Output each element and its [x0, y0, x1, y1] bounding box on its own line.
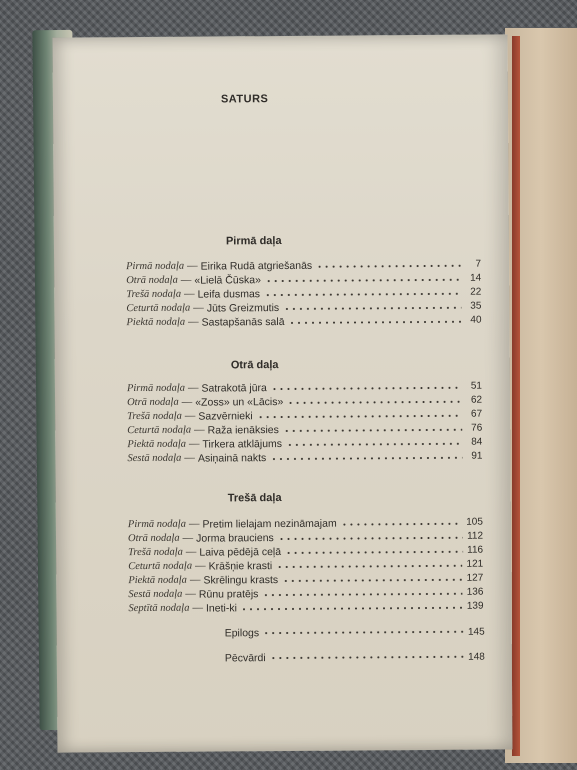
toc-row: Otrā nodaļa — Jorma brauciens 112 [127, 530, 484, 545]
chapter-label: Otrā nodaļa [127, 396, 179, 409]
chapter-label: Piektā nodaļa [128, 574, 187, 587]
chapter-label: Pirmā nodaļa [127, 518, 186, 531]
toc-row: Sestā nodaļa — Rūnu pratējs 136 [128, 586, 484, 601]
glossary-title: Pēcvārdi [224, 652, 266, 665]
glossary-page: 148 [468, 651, 485, 663]
leader-dots [270, 455, 462, 462]
epilogue-page: 145 [467, 626, 485, 638]
chapter-label: Otrā nodaļa [126, 274, 178, 287]
chapter-label: Trešā nodaļa [128, 546, 183, 559]
chapter-title: «Zoss» un «Lācis» [195, 395, 284, 409]
page-number: 121 [466, 558, 484, 570]
chapter-label: Ceturtā nodaļa [127, 424, 192, 437]
chapter-label: Trešā nodaļa [126, 288, 182, 301]
chapter-title: Tirkera atklājums [202, 438, 283, 451]
toc-row: Otrā nodaļa — «Zoss» un «Lācis» 62 [127, 394, 483, 409]
page-number: 76 [471, 422, 483, 434]
chapter-title: Leifa dusmas [197, 288, 261, 301]
leader-dots [241, 605, 463, 613]
chapter-title: Raža ienāksies [207, 424, 279, 437]
leader-dots [316, 263, 461, 270]
epilogue-row [225, 624, 485, 640]
page-number: 112 [467, 530, 484, 542]
chapter-label: Sestā nodaļa [128, 588, 183, 601]
chapter-title: Sastapšanās salā [201, 315, 285, 329]
page-number: 84 [471, 436, 483, 448]
page-number: 22 [470, 286, 482, 298]
chapter-label: Pirmā nodaļa [126, 382, 186, 395]
leader-dots [341, 521, 463, 528]
leader-dots [287, 399, 462, 406]
leader-dots [286, 441, 462, 448]
leader-dots [271, 385, 462, 392]
page-number: 35 [470, 300, 482, 312]
chapter-title: Asiņainā nakts [197, 452, 267, 465]
page-number: 105 [466, 516, 483, 528]
toc-row: Trešā nodaļa — Leifa dusmas 22 [126, 286, 482, 301]
chapter-title: Satrakotā jūra [201, 382, 267, 395]
toc-row: Ceturtā nodaļa — Jūts Greizmutis 35 [126, 300, 482, 315]
epilogue-title: Epilogs [224, 627, 260, 640]
book-cover-edge [512, 36, 520, 756]
leader-dots [262, 591, 462, 598]
page-number: 14 [470, 272, 482, 284]
chapter-label: Piektā nodaļa [127, 438, 187, 451]
toc-row: Piektā nodaļa — Tirkera atklājums 84 [127, 436, 483, 451]
part-heading: Pirmā daļa [225, 235, 282, 248]
chapter-title: «Lielā Čūska» [194, 274, 261, 287]
page-number: 51 [470, 380, 482, 392]
part-heading: Trešā daļa [227, 492, 282, 505]
leader-dots [285, 549, 463, 556]
chapter-title: Ineti-ki [205, 602, 237, 615]
toc-row: Piektā nodaļa — Sastapšanās salā 40 [126, 314, 482, 329]
page-number: 127 [466, 572, 484, 584]
toc-row: Trešā nodaļa — Sazvērnieki 67 [127, 408, 483, 423]
toc-row: Pirmā nodaļa — Satrakotā jūra 51 [126, 380, 482, 395]
chapter-label: Pirmā nodaļa [126, 260, 185, 273]
chapter-label: Ceturtā nodaļa [126, 302, 191, 315]
book-page [53, 34, 513, 752]
leader-dots [289, 319, 462, 326]
toc-row: Sestā nodaļa — Asiņainā nakts 91 [127, 450, 483, 465]
page-number: 116 [467, 544, 484, 556]
chapter-title: Eirika Rudā atgriešanās [200, 259, 313, 273]
chapter-label: Sestā nodaļa [127, 452, 182, 465]
chapter-title: Krāšņie krasti [208, 560, 273, 573]
leader-dots [283, 427, 462, 434]
chapter-label: Otrā nodaļa [127, 532, 180, 545]
chapter-label: Septītā nodaļa [128, 602, 190, 615]
leader-dots [276, 563, 462, 570]
page-number: 139 [466, 600, 484, 612]
chapter-title: Pretim lielajam nezināmajam [202, 517, 337, 531]
toc-row: Piektā nodaļa — Skrēlingu krasts 127 [128, 572, 484, 587]
toc-row: Otrā nodaļa — «Lielā Čūska» 14 [126, 272, 482, 287]
leader-dots [283, 305, 461, 312]
chapter-label: Trešā nodaļa [127, 410, 182, 423]
chapter-title: Sazvērnieki [198, 410, 253, 423]
page-number: 40 [470, 314, 482, 326]
toc-row: Ceturtā nodaļa — Krāšņie krasti 121 [128, 558, 484, 573]
leader-dots [270, 654, 464, 661]
glossary-row [225, 649, 485, 665]
leader-dots [263, 629, 464, 636]
toc-row: Trešā nodaļa — Laiva pēdējā ceļā 116 [128, 544, 484, 559]
toc-row: Pirmā nodaļa — Eirika Rudā atgriešanās 7 [126, 258, 482, 273]
page-number: 62 [470, 394, 483, 406]
leader-dots [265, 277, 461, 284]
leader-dots [282, 577, 463, 584]
leader-dots [257, 413, 463, 420]
chapter-title: Jūts Greizmutis [206, 302, 280, 315]
leader-dots [264, 291, 461, 298]
page-title: SATURS [220, 93, 269, 106]
toc-row: Septītā nodaļa — Ineti-ki 139 [128, 600, 484, 615]
chapter-title: Jorma brauciens [196, 532, 274, 545]
toc-row: Pirmā nodaļa — Pretim lielajam nezināmajam 105 [127, 516, 483, 531]
leader-dots [278, 535, 463, 542]
page-number: 67 [470, 408, 483, 420]
part-heading: Otrā daļa [230, 359, 279, 372]
chapter-title: Laiva pēdējā ceļā [199, 546, 282, 559]
toc-row: Ceturtā nodaļa — Raža ienāksies 76 [127, 422, 483, 437]
chapter-title: Skrēlingu krasts [203, 574, 279, 587]
chapter-label: Piektā nodaļa [126, 316, 186, 329]
chapter-title: Rūnu pratējs [198, 588, 259, 601]
chapter-label: Ceturtā nodaļa [128, 560, 193, 573]
table-of-contents [53, 34, 513, 752]
page-number: 136 [466, 586, 484, 598]
page-number: 91 [471, 450, 483, 462]
page-number: 7 [475, 258, 482, 270]
